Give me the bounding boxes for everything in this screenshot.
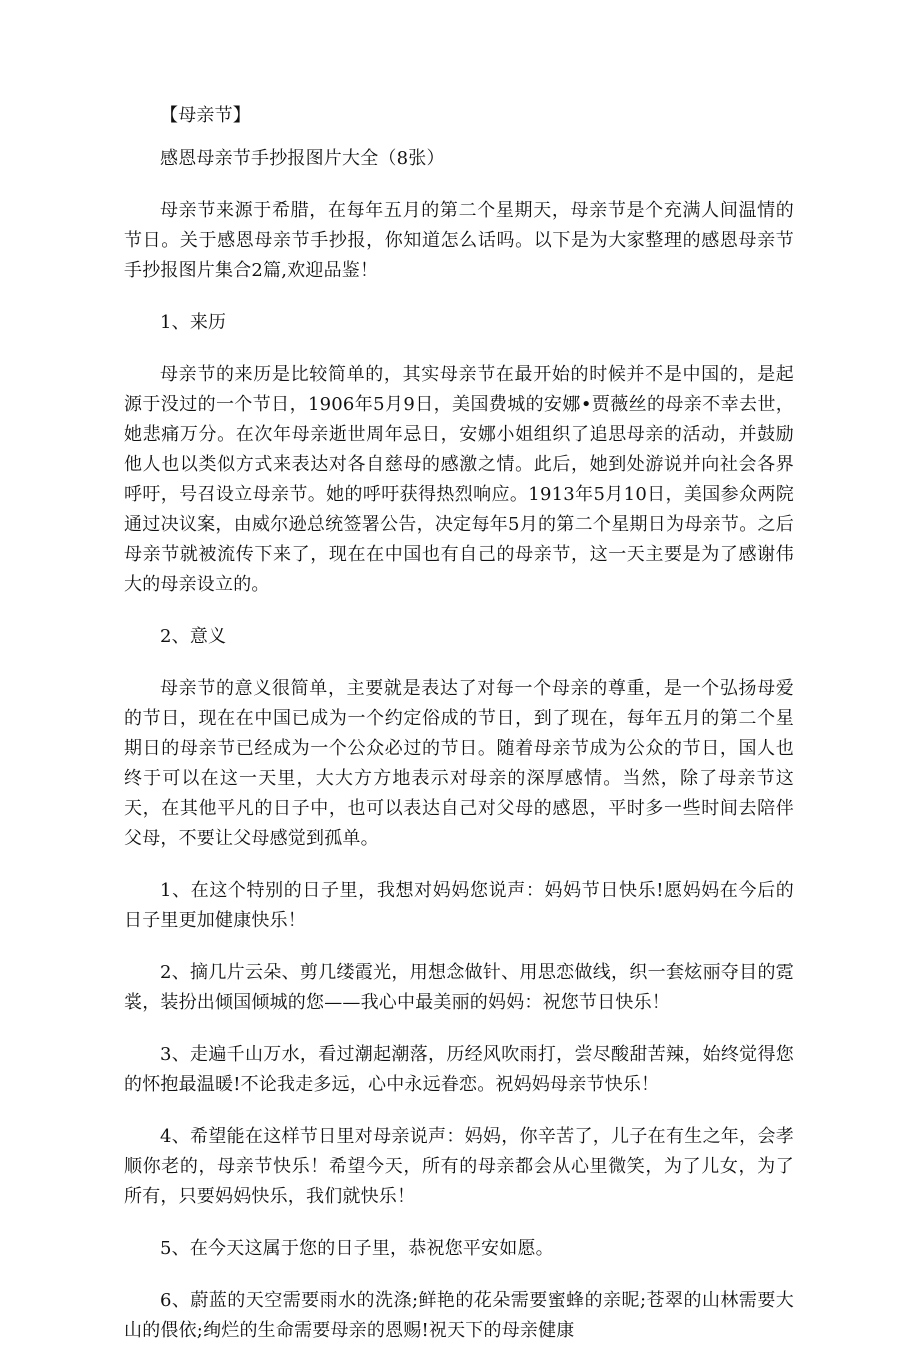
document-content — [124, 101, 794, 1346]
wish-4: 4、希望能在这样节日里对母亲说声：妈妈，你辛苦了，儿子在有生之年，会孝顺你老的，母亲节快乐！希望今天，所有的母亲都会从心里微笑，为了儿女，为了所有，只要妈妈快乐，我们就快乐！ — [124, 1126, 794, 1207]
document-subtitle: 感恩母亲节手抄报图片大全（8张） — [160, 148, 445, 169]
wish-2: 2、摘几片云朵、剪几缕霞光，用想念做针、用思恋做线，织一套炫丽夺目的霓裳，装扮出倾国倾城的您——我心中最美丽的妈妈：祝您节日快乐！ — [124, 962, 794, 1013]
wish-5: 5、在今天这属于您的日子里，恭祝您平安如愿。 — [160, 1238, 554, 1259]
intro-paragraph: 母亲节来源于希腊，在每年五月的第二个星期天，母亲节是个充满人间温情的节日。关于感恩母亲节手抄报，你知道怎么话吗。以下是为大家整理的感恩母亲节手抄报图片集合2篇,欢迎品鉴！ — [124, 200, 794, 281]
section-1-title: 1、来历 — [160, 312, 227, 333]
wish-1: 1、在这个特别的日子里，我想对妈妈您说声：妈妈节日快乐!愿妈妈在今后的日子里更加健康快乐！ — [124, 880, 794, 931]
section-1-body: 母亲节的来历是比较简单的，其实母亲节在最开始的时候并不是中国的，是起源于没过的一个节日，1906年5月9日，美国费城的安娜•贾薇丝的母亲不幸去世，她悲痛万分。在次年母亲逝世周年忌日，安娜小姐组织了追思母亲的活动，并鼓励他人也以类似方式来表达对各自慈母的感激之情。此后，她到处游说并向社会各界呼吁，号召设立母亲节。她的呼吁获得热烈响应。1913年5月10日，美国参众两院通过决议案，由威尔逊总统签署公告，决定每年5月的第二个星期日为母亲节。之后母亲节就被流传下来了，现在在中国也有自己的母亲节，这一天主要是为了感谢伟大的母亲设立的。 — [124, 364, 794, 595]
wish-6: 6、蔚蓝的天空需要雨水的洗涤;鲜艳的花朵需要蜜蜂的亲昵;苍翠的山林需要大山的偎依;绚烂的生命需要母亲的恩赐!祝天下的母亲健康 — [124, 1290, 794, 1341]
section-2-title: 2、意义 — [160, 626, 227, 647]
section-2-body: 母亲节的意义很简单，主要就是表达了对每一个母亲的尊重，是一个弘扬母爱的节日，现在在中国已成为一个约定俗成的节日，到了现在，每年五月的第二个星期日的母亲节已经成为一个公众必过的节日。随着母亲节成为公众的节日，国人也终于可以在这一天里，大大方方地表示对母亲的深厚感情。当然，除了母亲节这天，在其他平凡的日子中，也可以表达自己对父母的感恩，平时多一些时间去陪伴父母，不要让父母感觉到孤单。 — [124, 678, 794, 849]
wish-3: 3、走遍千山万水，看过潮起潮落，历经风吹雨打，尝尽酸甜苦辣，始终觉得您的怀抱最温暖!不论我走多远，心中永远眷恋。祝妈妈母亲节快乐！ — [124, 1044, 794, 1095]
document-heading: 【母亲节】 — [160, 105, 251, 126]
